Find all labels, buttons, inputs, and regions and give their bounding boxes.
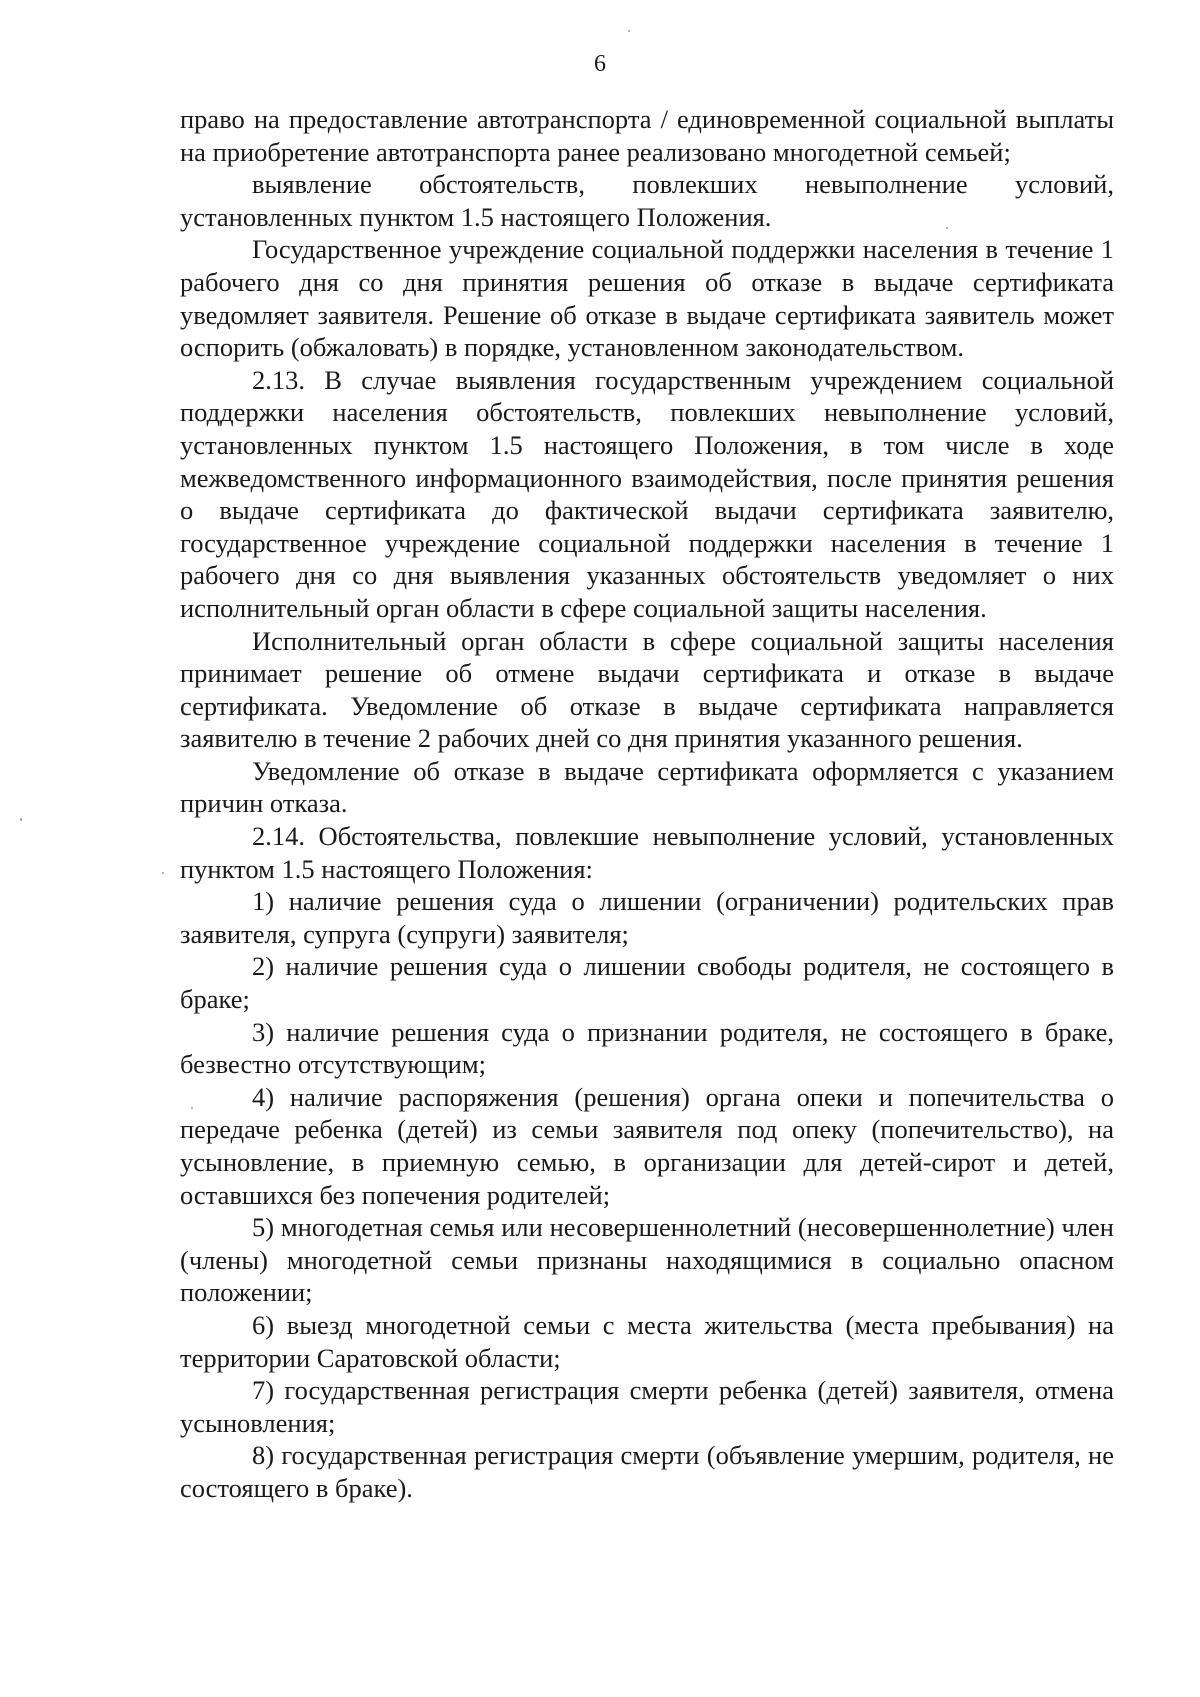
- scan-speck: [20, 818, 22, 821]
- list-item: 4) наличие распоряжения (решения) органа опеки и попечительства о передаче ребенка (детей) из семьи заявителя под опеку (попечительство), на усыновление, в приемную семью, в организации для детей-сирот и детей, оставшихся без попечения родителей;: [180, 1081, 1114, 1210]
- paragraph: выявление обстоятельств, повлекших невыполнение условий, установленных пунктом 1.5 настоящего Положения.: [180, 169, 1114, 232]
- scan-speck: [628, 30, 630, 32]
- paragraph: 2.14. Обстоятельства, повлекшие невыполнение условий, установленных пунктом 1.5 настоящего Положения:: [180, 821, 1114, 884]
- list-item: 7) государственная регистрация смерти ребенка (детей) заявителя, отмена усыновления;: [180, 1375, 1114, 1438]
- scan-speck: [191, 1107, 193, 1109]
- list-item: 2) наличие решения суда о лишении свободы родителя, не состоящего в браке;: [180, 951, 1114, 1015]
- list-item: 5) многодетная семья или несовершеннолетний (несовершеннолетние) член (члены) многодетной семьи признаны находящимися в социально опасном положении;: [180, 1212, 1114, 1308]
- paragraph: Исполнительный орган области в сфере социальной защиты населения принимает решение об отмене выдачи сертификата и отказе в выдаче сертификата. Уведомление об отказе в выдаче сертификата направляется заявителю в течение 2 рабочих дней со дня принятия указанного решения.: [180, 625, 1114, 754]
- list-item: 3) наличие решения суда о признании родителя, не состоящего в браке, безвестно отсутствующим;: [180, 1016, 1114, 1080]
- scan-speck: [162, 872, 164, 874]
- paragraph: 2.13. В случае выявления государственным учреждением социальной поддержки населения обстоятельств, повлекших невыполнение условий, установленных пунктом 1.5 настоящего Положения, в том числе в ходе межведомственного информационного взаимодействия, после принятия решения о выдаче сертификата до фактической выдачи сертификата заявителю, государственное учреждение социальной поддержки населения в течение 1 рабочего дня со дня выявления указанных обстоятельств уведомляет о них исполнительный орган области в сфере социальной защиты населения.: [180, 364, 1114, 623]
- list-item: 6) выезд многодетной семьи с места жительства (места пребывания) на территории Саратовской области;: [180, 1309, 1114, 1373]
- scan-speck: [946, 227, 948, 229]
- document-body: [180, 103, 1114, 1505]
- page-number: 6: [594, 51, 606, 77]
- paragraph: право на предоставление автотранспорта / единовременной социальной выплаты на приобретение автотранспорта ранее реализовано многодетной семьей;: [180, 104, 1114, 167]
- paragraph: Государственное учреждение социальной поддержки населения в течение 1 рабочего дня со дня принятия решения об отказе в выдаче сертификата уведомляет заявителя. Решение об отказе в выдаче сертификата заявитель может оспорить (обжаловать) в порядке, установленном законодательством.: [180, 234, 1114, 363]
- list-item: 1) наличие решения суда о лишении (ограничении) родительских прав заявителя, супруга (супруги) заявителя;: [180, 886, 1114, 949]
- paragraph: Уведомление об отказе в выдаче сертификата оформляется с указанием причин отказа.: [180, 755, 1114, 819]
- list-item: 8) государственная регистрация смерти (объявление умершим, родителя, не состоящего в браке).: [180, 1440, 1114, 1503]
